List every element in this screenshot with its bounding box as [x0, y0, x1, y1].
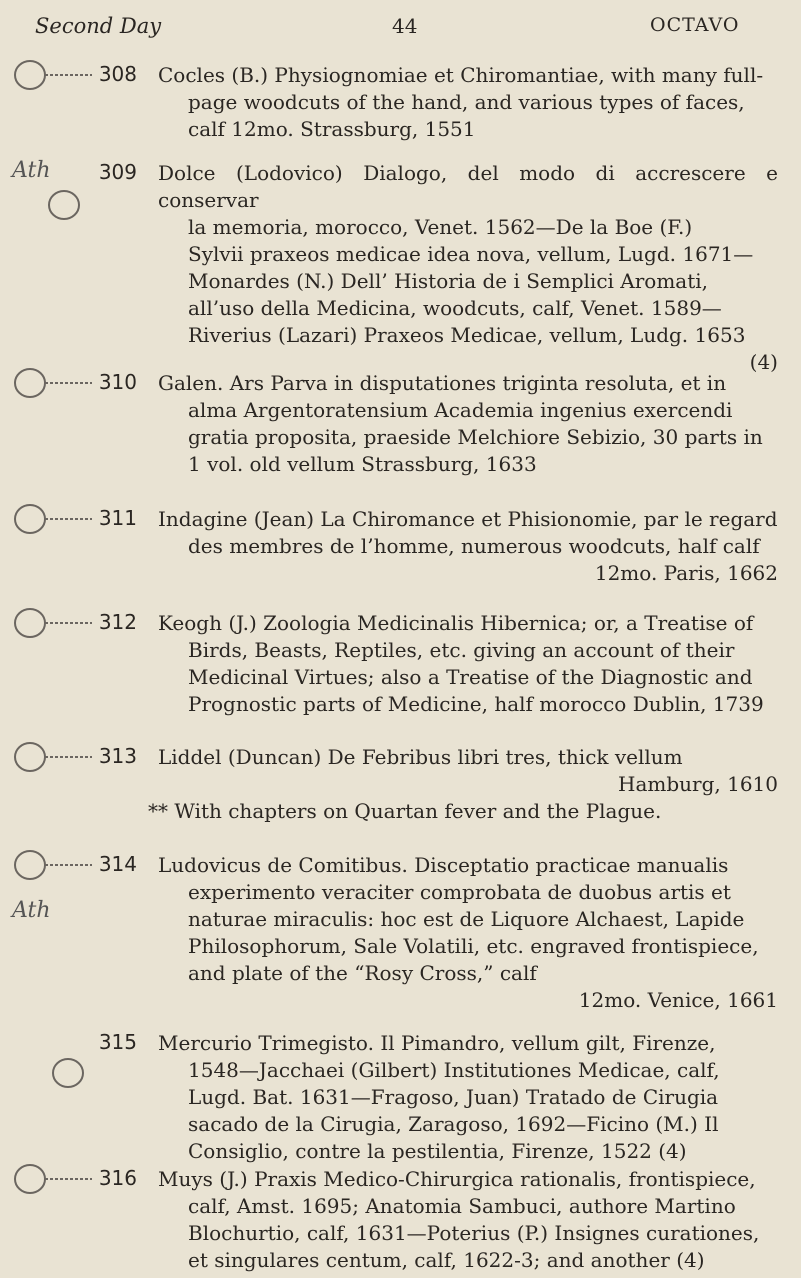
- lot-description: [158, 610, 778, 718]
- lot-line: Dolce (Lodovico) Dialogo, del modo di accrescere e conservar: [158, 161, 778, 212]
- lot-line: 1548—Jacchaei (Gilbert) Institutiones Medicae, calf,: [188, 1058, 720, 1082]
- lot-line: experimento veraciter comprobata de duobus artis et: [188, 880, 731, 904]
- lot-number: 312: [98, 610, 137, 634]
- lot-line: and plate of the “Rosy Cross,” calf: [188, 961, 537, 985]
- lot-line: (4): [749, 350, 778, 374]
- lot-description: [158, 852, 778, 1014]
- lot-description: [158, 1030, 778, 1165]
- lot-line: alma Argentoratensium Academia ingenius exercendi: [188, 398, 733, 422]
- lot-line: Philosophorum, Sale Volatili, etc. engraved frontispiece,: [188, 934, 759, 958]
- lot-number: 308: [98, 62, 137, 86]
- lot-line: Galen. Ars Parva in disputationes triginta resoluta, et in: [158, 371, 727, 395]
- lot-line: all’uso della Medicina, woodcuts, calf, Venet. 1589—: [188, 296, 722, 320]
- lot-line: Mercurio Trimegisto. Il Pimandro, vellum gilt, Firenze,: [158, 1031, 716, 1055]
- lot-description: [158, 62, 778, 143]
- lot-line: Lugd. Bat. 1631—Fragoso, Juan) Tratado de Cirugia: [188, 1085, 719, 1109]
- circled-mark-icon: [12, 740, 92, 774]
- lot-line: Medicinal Virtues; also a Treatise of the Diagnostic and: [188, 665, 753, 689]
- circled-mark-icon: [48, 1056, 88, 1090]
- lot-line: 1 vol. old vellum Strassburg, 1633: [188, 452, 537, 476]
- lot-line: Consiglio, contre la pestilentia, Firenze, 1522 (4): [188, 1139, 687, 1163]
- circled-mark-icon: [12, 606, 92, 640]
- lot-note: ** With chapters on Quartan fever and the Plague.: [148, 799, 662, 823]
- lot-line: gratia proposita, praeside Melchiore Sebizio, 30 parts in: [188, 425, 763, 449]
- pencil-annotation: Ath: [12, 158, 51, 183]
- circled-mark-icon: [44, 188, 84, 222]
- lot-line: Indagine (Jean) La Chiromance et Phisionomie, par le regard: [158, 507, 778, 531]
- lot-line: Blochurtio, calf, 1631—Poterius (P.) Insignes curationes,: [188, 1221, 760, 1245]
- lot-number: 315: [98, 1030, 137, 1054]
- lot-line: Liddel (Duncan) De Febribus libri tres, thick vellum: [158, 745, 683, 769]
- lot-line: page woodcuts of the hand, and various types of faces,: [188, 90, 745, 114]
- lot-number: 310: [98, 370, 137, 394]
- lot-line: 12mo. Venice, 1661: [578, 988, 778, 1012]
- lot-number: 313: [98, 744, 137, 768]
- lot-line: calf 12mo. Strassburg, 1551: [188, 117, 476, 141]
- lot-line: Monardes (N.) Dell’ Historia de i Semplici Aromati,: [188, 269, 709, 293]
- lot-description: [148, 744, 778, 825]
- lot-description: [158, 370, 778, 478]
- lot-line: Birds, Beasts, Reptiles, etc. giving an account of their: [188, 638, 735, 662]
- circled-mark-icon: [12, 848, 92, 882]
- lot-line: Hamburg, 1610: [618, 772, 778, 796]
- header-day: Second Day: [35, 14, 162, 38]
- lot-line: Prognostic parts of Medicine, half morocco Dublin, 1739: [188, 692, 764, 716]
- lot-line: et singulares centum, calf, 1622-3; and another (4): [188, 1248, 705, 1272]
- pencil-annotation: Ath: [12, 898, 51, 923]
- lot-description: [158, 506, 778, 587]
- lot-description: [158, 160, 778, 376]
- lot-line: Keogh (J.) Zoologia Medicinalis Hibernica; or, a Treatise of: [158, 611, 754, 635]
- circled-mark-icon: [12, 366, 92, 400]
- header-page-number: 44: [392, 14, 418, 38]
- lot-line: Ludovicus de Comitibus. Disceptatio practicae manualis: [158, 853, 729, 877]
- lot-line: Muys (J.) Praxis Medico-Chirurgica rationalis, frontispiece,: [158, 1167, 756, 1191]
- lot-line: des membres de l’homme, numerous woodcuts, half calf: [188, 534, 760, 558]
- lot-number: 309: [98, 160, 137, 184]
- header-format: OCTAVO: [650, 14, 740, 36]
- lot-number: 316: [98, 1166, 137, 1190]
- lot-line: la memoria, morocco, Venet. 1562—De la Boe (F.): [188, 215, 693, 239]
- lot-description: [158, 1166, 778, 1274]
- circled-mark-icon: [12, 58, 92, 92]
- lot-line: naturae miraculis: hoc est de Liquore Alchaest, Lapide: [188, 907, 745, 931]
- page-header: [0, 14, 801, 44]
- circled-mark-icon: [12, 502, 92, 536]
- lot-line: sacado de la Cirugia, Zaragoso, 1692—Ficino (M.) Il: [188, 1112, 719, 1136]
- lot-line: Cocles (B.) Physiognomiae et Chiromantiae, with many full-: [158, 63, 764, 87]
- lot-line: calf, Amst. 1695; Anatomia Sambuci, authore Martino: [188, 1194, 736, 1218]
- lot-number: 311: [98, 506, 137, 530]
- circled-mark-icon: [12, 1162, 92, 1196]
- lot-line: Sylvii praxeos medicae idea nova, vellum, Lugd. 1671—: [188, 242, 754, 266]
- lot-number: 314: [98, 852, 137, 876]
- lot-line: 12mo. Paris, 1662: [594, 561, 778, 585]
- lot-line: Riverius (Lazari) Praxeos Medicae, vellum, Ludg. 1653: [188, 323, 746, 347]
